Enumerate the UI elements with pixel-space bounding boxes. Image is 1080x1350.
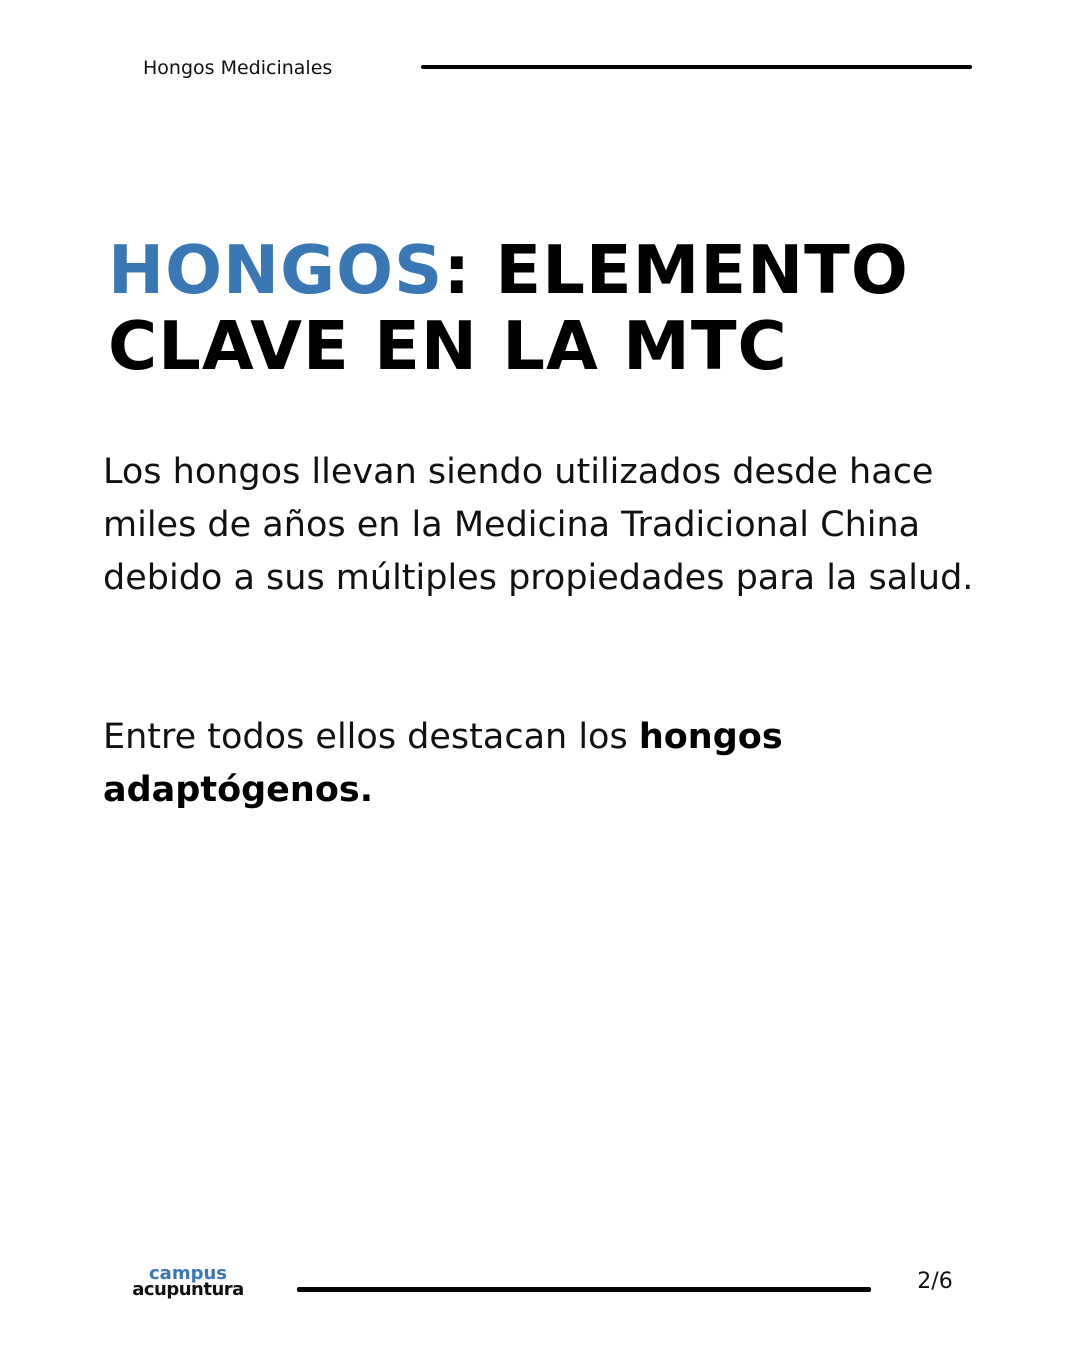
footer-divider [297, 1287, 871, 1292]
logo-line-campus: campus [149, 1263, 227, 1284]
brand-logo [128, 1263, 248, 1300]
intro-paragraph: Los hongos llevan siendo utilizados desde hace miles de años en la Medicina Tradicional China debido a sus múltiples propiedades para la salud. [103, 452, 974, 598]
page-number: 2/6 [917, 1269, 953, 1294]
title-highlight: HONGOS [108, 231, 444, 309]
highlight-paragraph-text: Entre todos ellos destacan los [103, 717, 639, 757]
highlight-paragraph [103, 711, 983, 817]
page-title [108, 232, 1008, 384]
header-divider [421, 65, 972, 69]
highlight-paragraph-bold: hongos adaptógenos. [103, 717, 783, 810]
title-rest: : ELEMENTO CLAVE EN LA MTC [108, 231, 909, 385]
logo-line-acupuntura: acupuntura [132, 1279, 244, 1300]
header-label: Hongos Medicinales [143, 57, 333, 79]
